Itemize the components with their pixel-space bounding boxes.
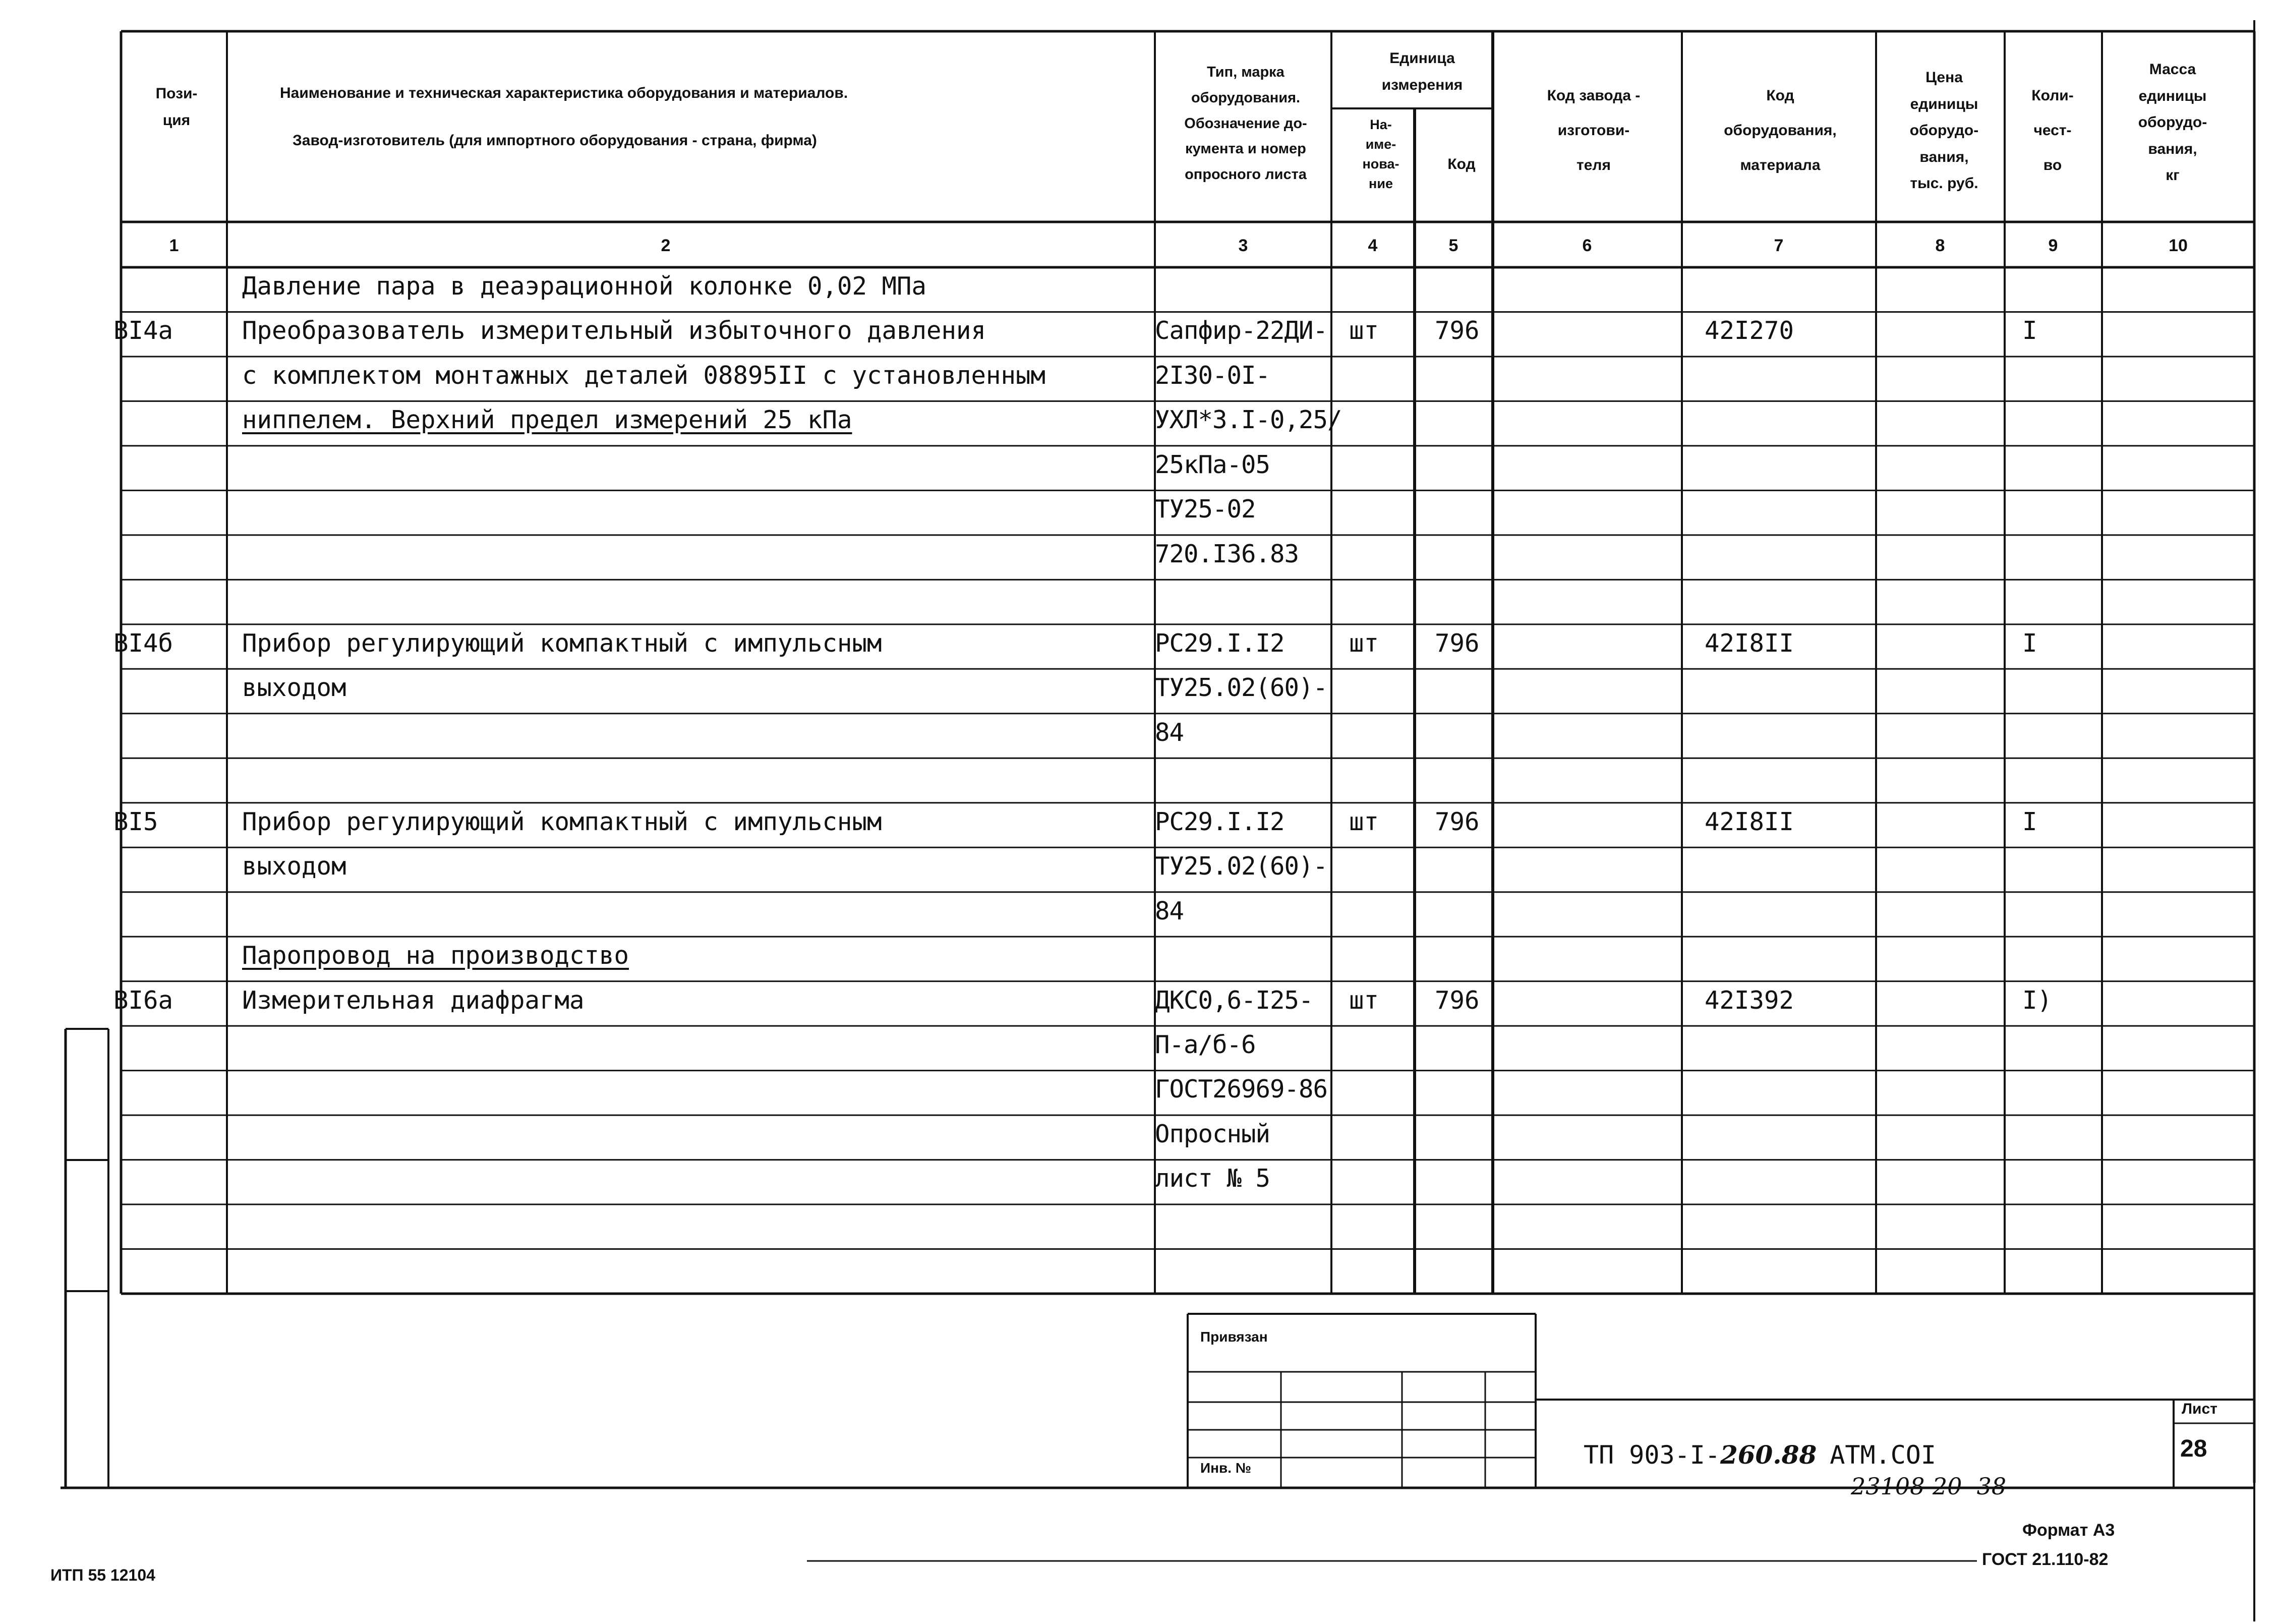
column-number: 6: [1582, 236, 1592, 255]
header-mass: Масса единицы оборудо- вания, кг: [2138, 61, 2207, 184]
row-name: выходом: [242, 673, 346, 703]
header-price: Цена единицы оборудо- вания, тыс. руб.: [1909, 69, 1979, 192]
row-position: BI4а: [113, 316, 173, 345]
header-unit-code: Код: [1447, 156, 1476, 172]
row-type: 2I30-0I-: [1155, 361, 1270, 390]
header-unit-name: На- име- нова- ние: [1362, 117, 1399, 192]
header-equip-code: Код оборудования, материала: [1724, 87, 1837, 173]
stamp-privyazan-label: Привязан: [1200, 1329, 1268, 1345]
row-unit: шт: [1349, 807, 1379, 836]
sheet-label: Лист: [2182, 1401, 2217, 1417]
format-label: Формат А3: [2022, 1521, 2115, 1540]
column-number: 8: [1935, 236, 1945, 255]
column-number: 9: [2048, 236, 2058, 255]
row-type: 84: [1155, 896, 1184, 925]
row-unit-code: 796: [1435, 807, 1480, 836]
row-name: Преобразователь измерительный избыточного давления: [242, 316, 986, 345]
header-unit-group: Единица измерения: [1381, 50, 1463, 93]
stamp-inv-label: Инв. №: [1200, 1460, 1252, 1476]
row-unit: шт: [1349, 628, 1379, 658]
row-type: ГОСТ26969-86: [1155, 1075, 1328, 1104]
row-unit: шт: [1349, 316, 1379, 345]
row-name: Давление пара в деаэрационной колонке 0,02 МПа: [242, 271, 927, 301]
row-equip-code: 42I392: [1705, 985, 1794, 1015]
row-type: ТУ25.02(60)-: [1155, 852, 1328, 881]
column-number: 7: [1774, 236, 1784, 255]
row-type: РС29.I.I2: [1155, 628, 1284, 658]
column-number: 4: [1368, 236, 1378, 255]
row-unit-code: 796: [1435, 985, 1480, 1015]
row-position: BI4б: [113, 628, 173, 658]
column-number: 5: [1448, 236, 1458, 255]
row-type: 720.I36.83: [1155, 539, 1299, 568]
row-name: выходом: [242, 852, 346, 881]
row-position: BI6а: [113, 985, 173, 1015]
column-number: 10: [2169, 236, 2188, 255]
row-type: 84: [1155, 718, 1184, 747]
row-equip-code: 42I8II: [1705, 807, 1794, 836]
row-name: с комплектом монтажных деталей 08895II с установленным: [242, 361, 1046, 390]
row-type: Сапфир-22ДИ-: [1155, 316, 1328, 345]
column-number: 1: [169, 236, 179, 255]
sheet-number: 28: [2180, 1435, 2207, 1462]
doc-handwritten-number: 260.88: [1720, 1440, 1817, 1470]
row-type: лист № 5: [1155, 1164, 1270, 1193]
archive-number: 23108-20 38: [1851, 1473, 2007, 1500]
row-type: УХЛ*3.I-0,25/: [1155, 405, 1342, 435]
row-unit-code: 796: [1435, 628, 1480, 658]
row-name: Прибор регулирующий компактный с импульсным: [242, 628, 882, 658]
header-type: Тип, марка оборудования. Обозначение до- кумента и номер опросного листа: [1184, 64, 1307, 183]
row-name: Прибор регулирующий компактный с импульсным: [242, 807, 882, 836]
row-qty: I: [2022, 807, 2037, 836]
row-name: Измерительная диафрагма: [242, 985, 585, 1015]
row-unit: шт: [1349, 985, 1379, 1015]
row-qty: I: [2022, 628, 2037, 658]
row-name: ниппелем. Верхний предел измерений 25 кПа: [242, 405, 852, 435]
column-number: 2: [661, 236, 671, 255]
row-qty: I: [2022, 316, 2037, 345]
doc-suffix: АТМ.СОI: [1830, 1440, 1937, 1470]
row-unit-code: 796: [1435, 316, 1480, 345]
itp-label: ИТП 55 12104: [50, 1566, 155, 1584]
doc-prefix: ТП 903-I-: [1584, 1440, 1720, 1470]
row-type: 25кПа-05: [1155, 450, 1270, 479]
row-type: ТУ25.02(60)-: [1155, 673, 1328, 703]
row-name: Паропровод на производство: [242, 941, 629, 970]
document-designation: [1584, 1440, 1936, 1470]
header-qty: Коли- чест- во: [2031, 87, 2074, 173]
row-equip-code: 42I8II: [1705, 628, 1794, 658]
row-type: Опросный: [1155, 1119, 1270, 1148]
row-qty: I): [2022, 985, 2053, 1015]
row-equip-code: 42I270: [1705, 316, 1794, 345]
row-position: BI5: [113, 807, 158, 836]
header-position: Пози- ция: [155, 85, 198, 129]
header-name-line2: Завод-изготовитель (для импортного оборудования - страна, фирма): [293, 132, 817, 149]
header-factory-code: Код завода - изготови- теля: [1547, 87, 1641, 173]
header-name-line1: Наименование и техническая характеристика оборудования и материалов.: [280, 85, 848, 101]
row-type: РС29.I.I2: [1155, 807, 1284, 836]
row-type: П-а/б-6: [1155, 1030, 1256, 1059]
gost-label: ГОСТ 21.110-82: [1982, 1550, 2109, 1569]
row-type: ДКС0,6-I25-: [1155, 985, 1313, 1015]
column-number: 3: [1238, 236, 1248, 255]
row-type: ТУ25-02: [1155, 495, 1256, 524]
